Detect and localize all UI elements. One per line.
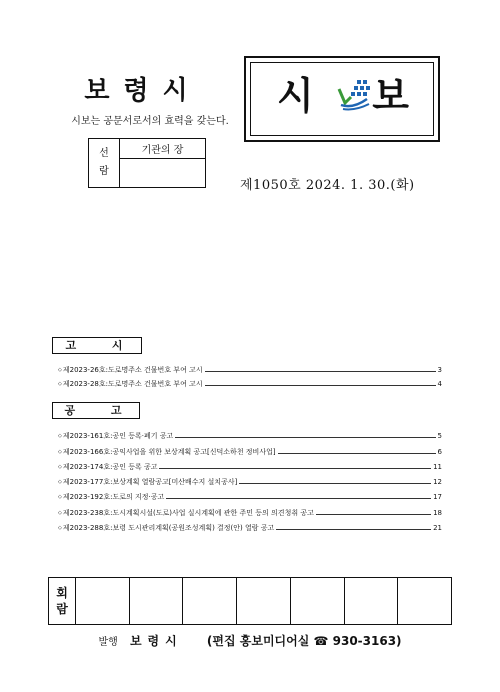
review-label: 회 람 <box>49 578 76 625</box>
section-heading-notice: 고 시 <box>52 337 142 354</box>
gazette-description: 시보는 공문서로서의 효력을 갖는다. <box>71 116 229 127</box>
issue-info: 제1050호 2024. 1. 30.(화) <box>240 178 415 193</box>
gazette-title-right: 보 <box>372 74 409 118</box>
bullet-icon: ◇ <box>58 464 62 470</box>
bullet-icon: ◇ <box>58 494 62 500</box>
toc-item[interactable]: ◇ 제2023-26호 : 도로명주소 건물번호 부여 고시 3 <box>58 366 442 374</box>
bullet-icon: ◇ <box>58 381 62 387</box>
bullet-icon: ◇ <box>58 479 62 485</box>
publisher-label: 발행 <box>98 637 118 648</box>
review-cell <box>290 578 344 625</box>
gazette-title-box <box>244 56 440 142</box>
bullet-icon: ◇ <box>58 510 62 516</box>
city-name: 보령시 <box>84 76 202 106</box>
toc-item[interactable]: ◇ 제2023-166호 : 공익사업을 위한 보상계획 공고[신덕소하천 정비사업] 6 <box>58 448 442 456</box>
publisher-footer <box>0 632 500 649</box>
toc-item[interactable]: ◇ 제2023-238호 : 도시계획시설(도로)사업 실시계획에 관한 주민 등의 의견청취 공고 18 <box>58 509 442 517</box>
toc-item[interactable]: ◇ 제2023-174호 : 공인 등록 공고 11 <box>58 463 442 471</box>
review-cell <box>344 578 398 625</box>
gazette-title-left: 시 <box>277 74 314 118</box>
publisher-name: 보령시 <box>129 634 183 648</box>
approval-box <box>88 138 206 188</box>
toc-item[interactable]: ◇ 제2023-28호 : 도로명주소 건물번호 부여 고시 4 <box>58 380 442 388</box>
review-cell <box>183 578 237 625</box>
editor-contact: (편집 홍보미디어실 ☎ 930-3163) <box>206 634 402 648</box>
approval-side-label: 선 람 <box>89 139 120 188</box>
bullet-icon: ◇ <box>58 367 62 373</box>
approval-sign-cell <box>120 159 206 188</box>
review-cell <box>398 578 452 625</box>
bullet-icon: ◇ <box>58 449 62 455</box>
boryeong-logo-icon <box>337 77 371 111</box>
review-cell <box>129 578 183 625</box>
review-cell <box>76 578 130 625</box>
section-heading-announcement: 공 고 <box>52 402 140 419</box>
toc-item[interactable]: ◇ 제2023-177호 : 보상계획 열람공고[미산배수지 설치공사] 12 <box>58 478 442 486</box>
toc-item[interactable]: ◇ 제2023-192호 : 도로의 지정·공고 17 <box>58 493 442 501</box>
bullet-icon: ◇ <box>58 525 62 531</box>
toc-item[interactable]: ◇ 제2023-288호 : 보령 도시관리계획(공원조성계획) 결정(안) 열람 공고 21 <box>58 524 442 532</box>
approval-head-label: 기관의 장 <box>120 139 206 159</box>
toc-item[interactable]: ◇ 제2023-161호 : 공인 등록·폐기 공고 5 <box>58 432 442 440</box>
review-table <box>48 577 452 625</box>
review-cell <box>237 578 291 625</box>
bullet-icon: ◇ <box>58 433 62 439</box>
